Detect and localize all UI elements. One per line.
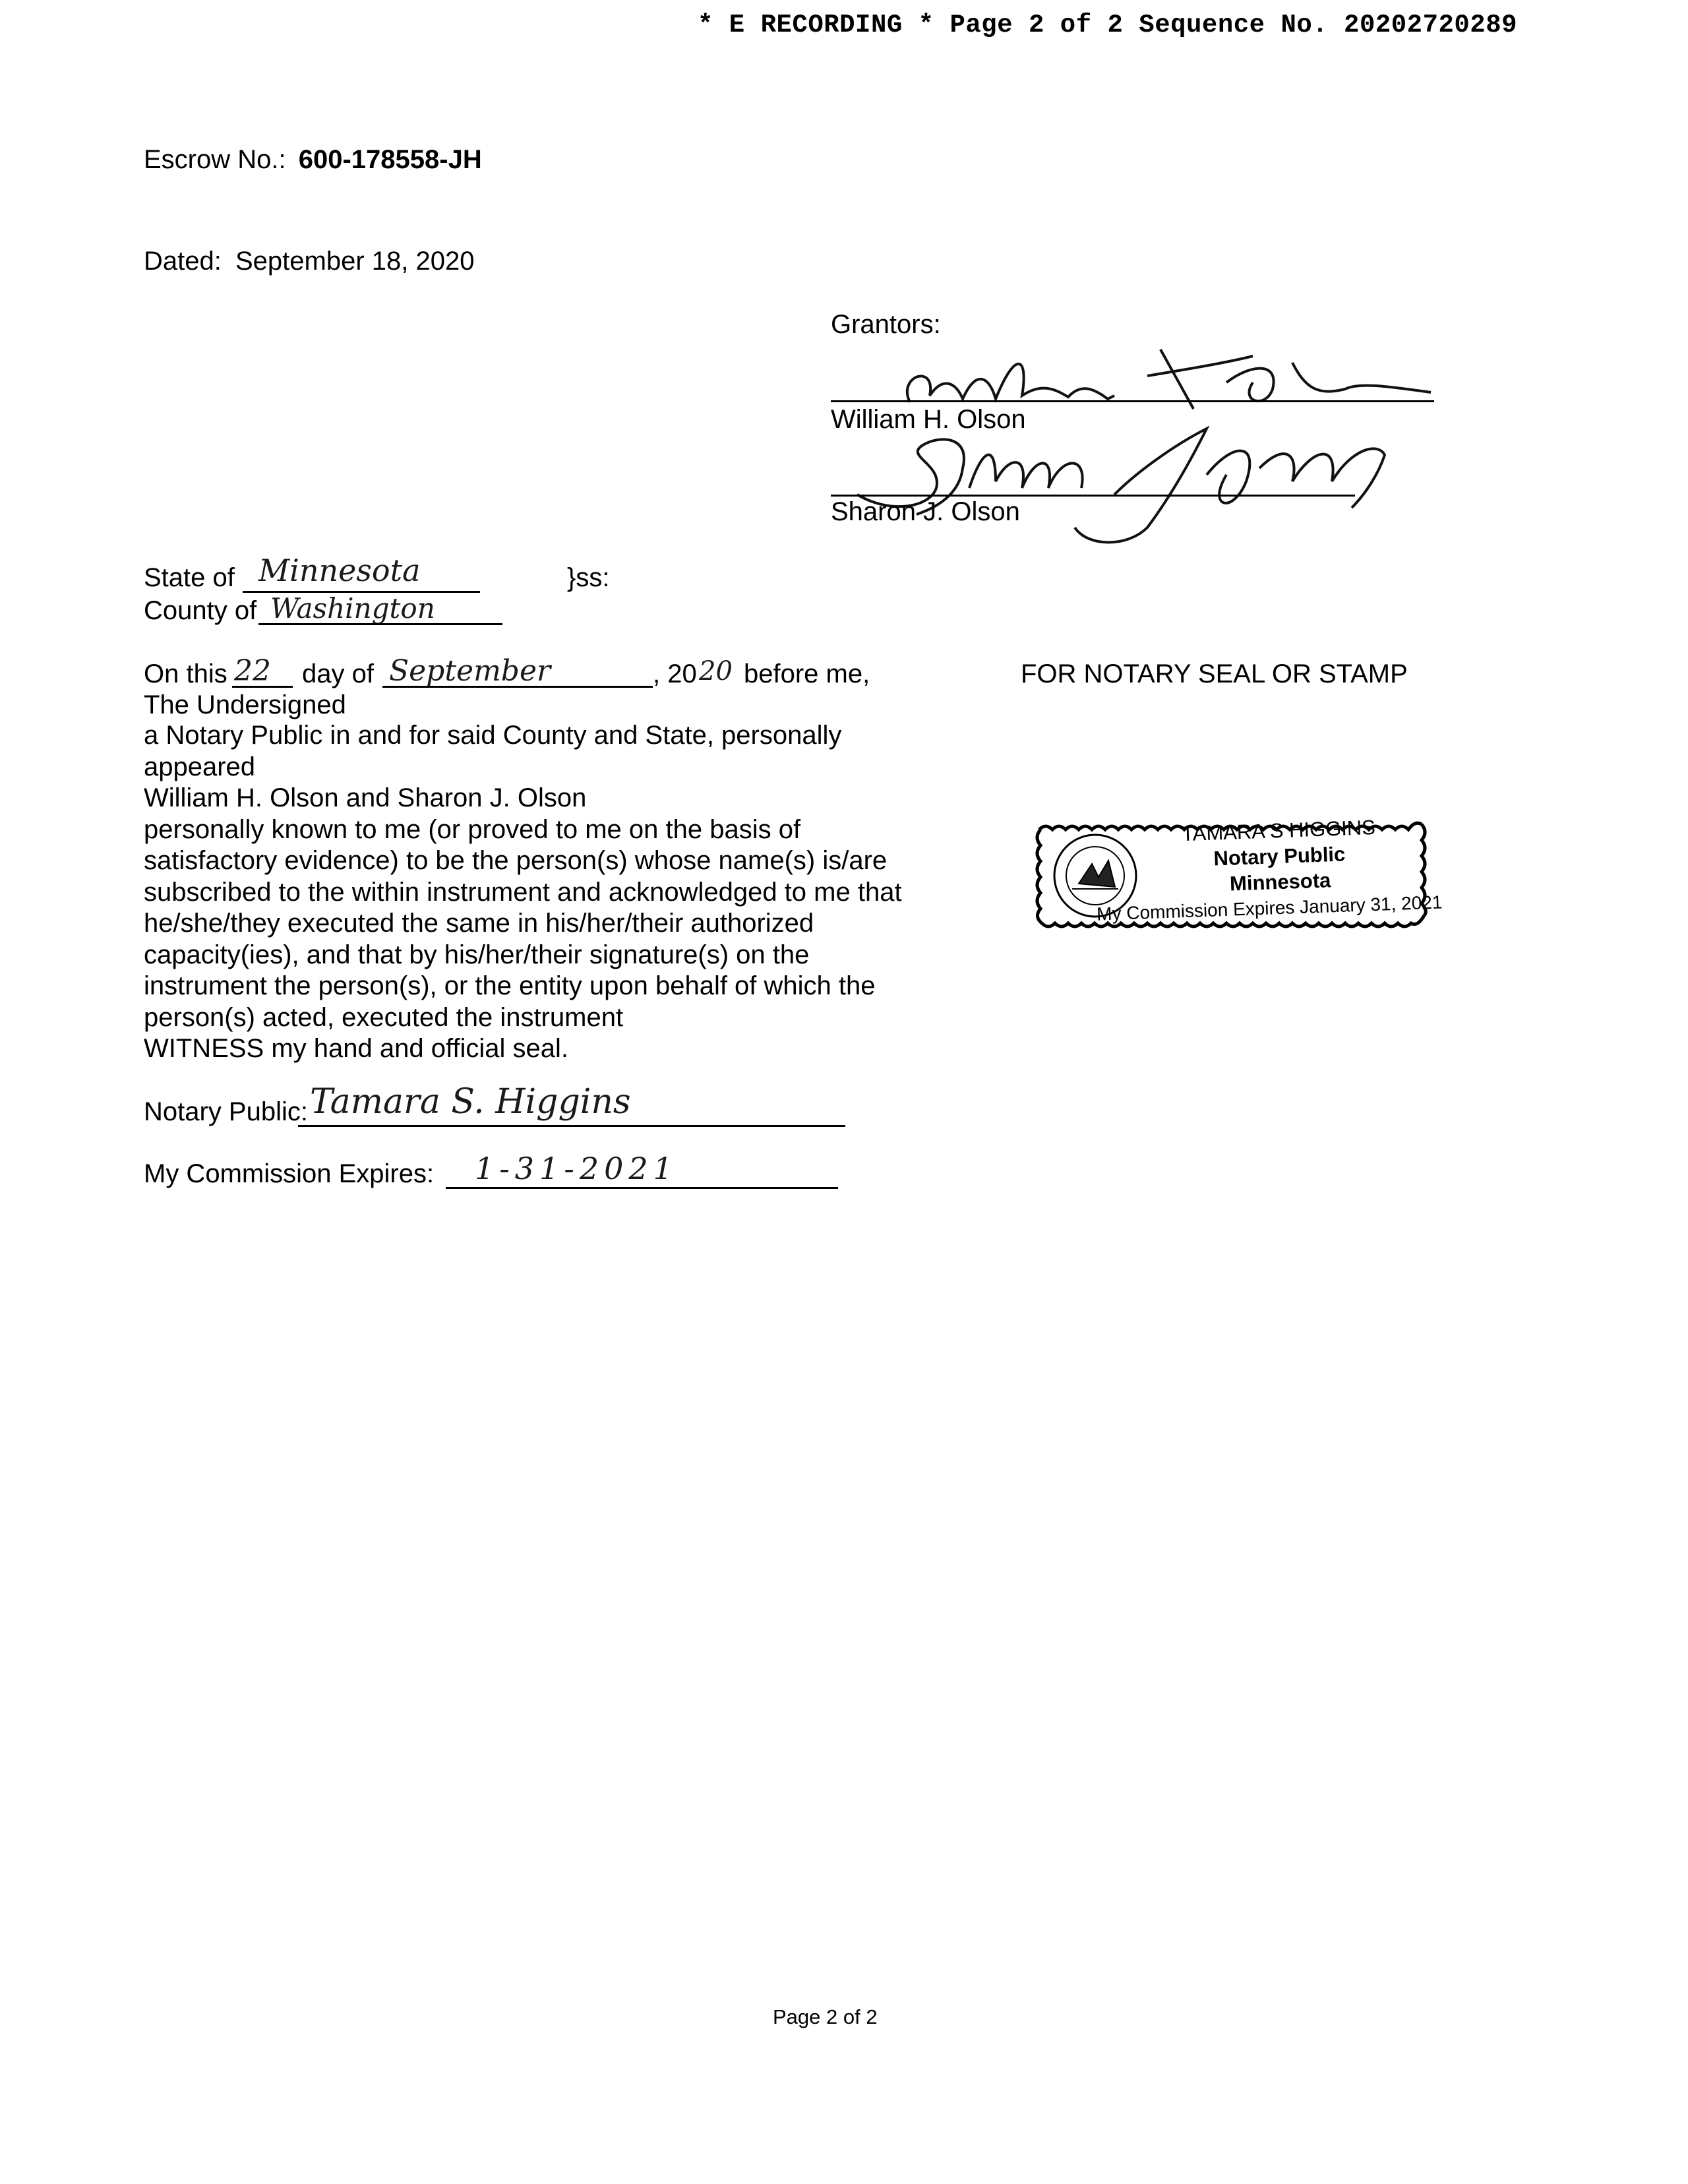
notary-signature: Tamara S. Higgins	[310, 1082, 631, 1122]
before-me-label: before me,	[744, 659, 870, 688]
commission-label: My Commission Expires:	[144, 1159, 435, 1188]
acknowledgment-line: WITNESS my hand and official seal.	[144, 1034, 568, 1063]
page-number: Page 2 of 2	[773, 2005, 878, 2028]
grantors-label: Grantors:	[831, 310, 941, 339]
month-underline	[382, 686, 653, 688]
state-label: State of	[144, 563, 235, 592]
escrow-line	[144, 144, 482, 175]
commission-underline	[446, 1187, 838, 1189]
stamp-name: TAMARA S HIGGINS	[1181, 815, 1376, 846]
stamp-text	[1096, 813, 1443, 925]
acknowledgment-line: satisfactory evidence) to be the person(s) whose name(s) is/are	[144, 846, 888, 875]
acknowledgment-line: appeared	[144, 752, 256, 781]
escrow-label: Escrow No.:	[144, 145, 286, 174]
stamp-expires: My Commission Expires January 31, 2021	[1096, 892, 1443, 925]
acknowledgment-line: instrument the person(s), or the entity upon behalf of which the	[144, 971, 876, 1000]
dated-label: Dated:	[144, 247, 222, 276]
notary-stamp	[1033, 811, 1443, 933]
notary-public-label: Notary Public:	[144, 1097, 308, 1126]
year-handwritten: 20	[699, 656, 733, 686]
state-line	[144, 562, 235, 593]
acknowledgment-line: capacity(ies), and that by his/her/their signature(s) on the	[144, 940, 810, 969]
notary-seal-label: FOR NOTARY SEAL OR STAMP	[1021, 659, 1408, 688]
undersigned-line: The Undersigned	[144, 690, 346, 719]
acknowledgment-line: William H. Olson and Sharon J. Olson	[144, 783, 587, 812]
escrow-number: 600-178558-JH	[298, 145, 482, 174]
notary-signature-line	[298, 1125, 845, 1127]
acknowledgment-line: personally known to me (or proved to me on the basis of	[144, 814, 801, 844]
county-label: County of	[144, 596, 257, 625]
day-of-label: day of	[302, 659, 374, 688]
state-handwritten: Minnesota	[258, 553, 421, 588]
on-this-label: On this	[144, 659, 227, 688]
grantor-1-signature-line	[831, 400, 1434, 402]
county-underline	[258, 623, 502, 625]
recording-header: * E RECORDING * Page 2 of 2 Sequence No. 20202720289	[698, 11, 1517, 40]
stamp-title: Notary Public	[1213, 842, 1346, 870]
acknowledgment-line: subscribed to the within instrument and acknowledged to me that	[144, 877, 902, 907]
acknowledgment-line: a Notary Public in and for said County and State, personally	[144, 721, 842, 750]
acknowledgment-line: he/she/they executed the same in his/her/their authorized	[144, 909, 814, 938]
ss-marker: }ss:	[567, 563, 610, 592]
day-handwritten: 22	[234, 654, 271, 688]
acknowledgment-line: person(s) acted, executed the instrument	[144, 1002, 624, 1032]
county-handwritten: Washington	[270, 592, 435, 624]
month-handwritten: September	[389, 654, 551, 688]
dated-value: September 18, 2020	[235, 247, 475, 276]
commission-handwritten: 1-31-2021	[475, 1151, 678, 1186]
sharon-signature	[837, 415, 1404, 554]
year-prefix: , 20	[653, 659, 697, 688]
acknowledgment-body	[144, 720, 902, 1065]
dated-line	[144, 245, 474, 277]
grantor-1-name: William H. Olson	[831, 405, 1026, 434]
stamp-state: Minnesota	[1229, 868, 1331, 895]
day-underline	[232, 686, 293, 688]
grantor-2-name: Sharon J. Olson	[831, 497, 1020, 526]
